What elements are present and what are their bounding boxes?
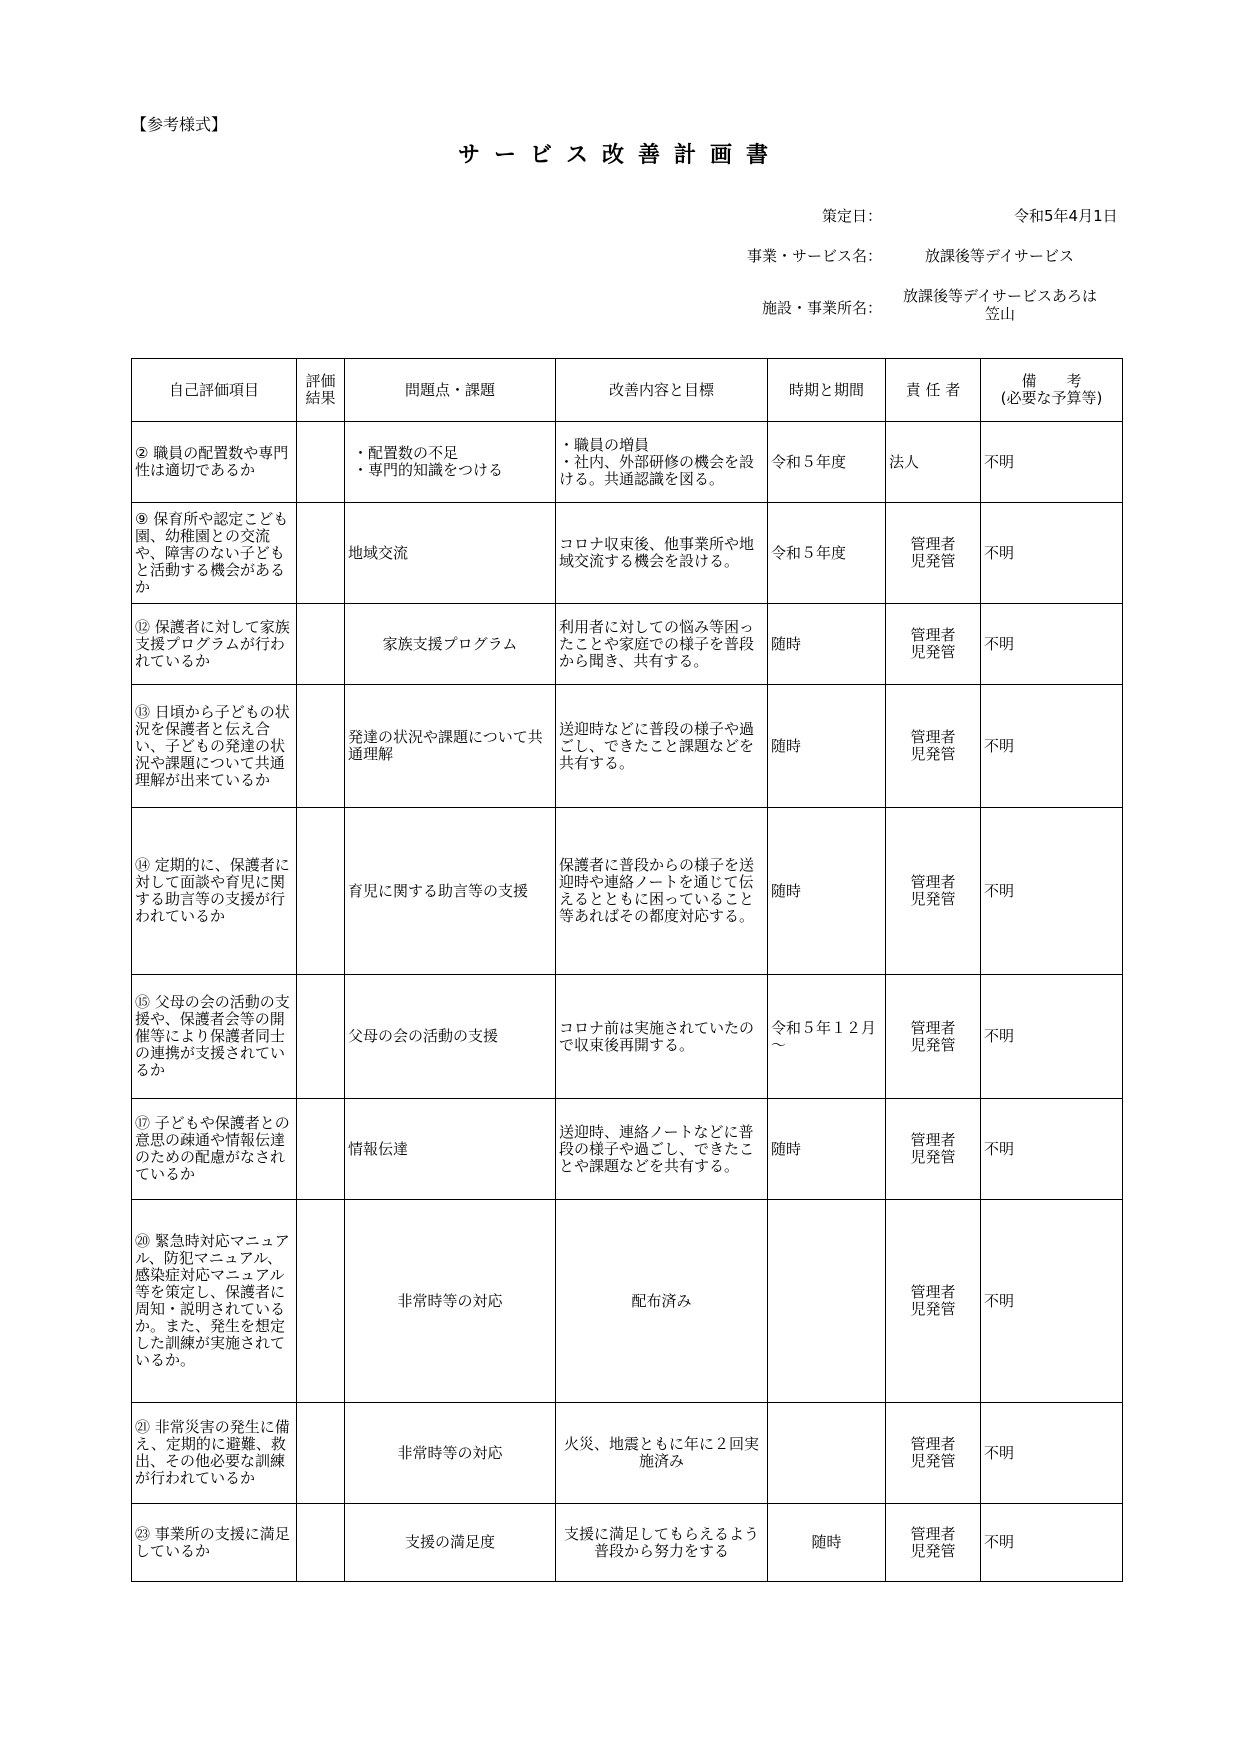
service-value: 放課後等デイサービス — [925, 247, 1074, 265]
cell-responsible: 管理者 児発管 — [886, 503, 981, 604]
cell-plan: 送迎時などに普段の様子や過ごし、できたこと課題などを共有する。 — [556, 685, 768, 808]
cell-period: 令和５年度 — [768, 422, 886, 503]
table-row — [132, 1099, 1123, 1200]
cell-item: ⑭ 定期的に、保護者に対して面談や育児に関する助言等の支援が行われているか — [132, 808, 297, 975]
cell-remarks: 不明 — [981, 975, 1123, 1099]
table-row — [132, 808, 1123, 975]
header-result: 評価 結果 — [297, 359, 345, 422]
cell-responsible: 管理者 児発管 — [886, 685, 981, 808]
cell-remarks: 不明 — [981, 808, 1123, 975]
service-label: 事業・サービス名： — [746, 247, 882, 265]
cell-period — [768, 1403, 886, 1504]
header-plan: 改善内容と目標 — [556, 359, 768, 422]
cell-item: ② 職員の配置数や専門性は適切であるか — [132, 422, 297, 503]
cell-period: 随時 — [768, 685, 886, 808]
cell-remarks: 不明 — [981, 422, 1123, 503]
table-row — [132, 1504, 1123, 1582]
cell-result — [297, 604, 345, 685]
date-value: 令和5年4月1日 — [1014, 207, 1118, 225]
header-responsible: 責 任 者 — [886, 359, 981, 422]
cell-responsible: 管理者 児発管 — [886, 604, 981, 685]
cell-item: ⑨ 保育所や認定こども園、幼稚園との交流や、障害のない子どもと活動する機会があるか — [132, 503, 297, 604]
cell-result — [297, 422, 345, 503]
header-period: 時期と期間 — [768, 359, 886, 422]
cell-result — [297, 685, 345, 808]
cell-plan: 支援に満足してもらえるよう普段から努力をする — [556, 1504, 768, 1582]
cell-item: ⑰ 子どもや保護者との意思の疎通や情報伝達のための配慮がなされているか — [132, 1099, 297, 1200]
cell-period: 令和５年度 — [768, 503, 886, 604]
header-item: 自己評価項目 — [132, 359, 297, 422]
improvement-plan-table — [131, 358, 1123, 1582]
cell-responsible: 管理者 児発管 — [886, 975, 981, 1099]
cell-responsible: 管理者 児発管 — [886, 1504, 981, 1582]
cell-issue: 非常時等の対応 — [345, 1403, 556, 1504]
table-row — [132, 685, 1123, 808]
cell-issue: 育児に関する助言等の支援 — [345, 808, 556, 975]
cell-item: ⑬ 日頃から子どもの状況を保護者と伝え合い、子どもの発達の状況や課題について共通理解が出来ているか — [132, 685, 297, 808]
cell-result — [297, 808, 345, 975]
cell-plan: 送迎時、連絡ノートなどに普段の様子や過ごし、できたことや課題などを共有する。 — [556, 1099, 768, 1200]
cell-responsible: 管理者 児発管 — [886, 1099, 981, 1200]
cell-item: ⑫ 保護者に対して家族支援プログラムが行われているか — [132, 604, 297, 685]
page-title: サービス改善計画書 — [457, 143, 782, 168]
cell-remarks: 不明 — [981, 604, 1123, 685]
cell-issue: 支援の満足度 — [345, 1504, 556, 1582]
cell-remarks: 不明 — [981, 1099, 1123, 1200]
facility-label: 施設・事業所名： — [761, 299, 882, 317]
header-issue: 問題点・課題 — [345, 359, 556, 422]
cell-item: ⑳ 緊急時対応マニュアル、防犯マニュアル、感染症対応マニュアル等を策定し、保護者に周知・説明されているか。また、発生を想定した訓練が実施されているか。 — [132, 1200, 297, 1403]
cell-plan: 利用者に対しての悩み等困ったことや家庭での様子を普段から聞き、共有する。 — [556, 604, 768, 685]
cell-plan: コロナ収束後、他事業所や地域交流する機会を設ける。 — [556, 503, 768, 604]
cell-remarks: 不明 — [981, 1200, 1123, 1403]
table-row — [132, 503, 1123, 604]
cell-item: ㉓ 事業所の支援に満足しているか — [132, 1504, 297, 1582]
cell-remarks: 不明 — [981, 1403, 1123, 1504]
header-remarks: 備 考 (必要な予算等) — [981, 359, 1123, 422]
facility-value: 放課後等デイサービスあろは 笠山 — [903, 287, 1097, 323]
cell-responsible: 管理者 児発管 — [886, 1403, 981, 1504]
table-row — [132, 1200, 1123, 1403]
cell-issue: 家族支援プログラム — [345, 604, 556, 685]
cell-result — [297, 1403, 345, 1504]
cell-responsible: 管理者 児発管 — [886, 808, 981, 975]
cell-plan: コロナ前は実施されていたので収束後再開する。 — [556, 975, 768, 1099]
cell-issue: 地域交流 — [345, 503, 556, 604]
cell-period: 随時 — [768, 808, 886, 975]
cell-issue: 発達の状況や課題について共通理解 — [345, 685, 556, 808]
cell-issue: 非常時等の対応 — [345, 1200, 556, 1403]
cell-plan: 保護者に普段からの様子を送迎時や連絡ノートを通じて伝えるとともに困っていること等あればその都度対応する。 — [556, 808, 768, 975]
cell-plan: 火災、地震ともに年に２回実施済み — [556, 1403, 768, 1504]
table-row — [132, 604, 1123, 685]
table-header-row — [132, 359, 1123, 422]
cell-result — [297, 1200, 345, 1403]
cell-result — [297, 1504, 345, 1582]
cell-period: 随時 — [768, 604, 886, 685]
cell-item: ㉑ 非常災害の発生に備え、定期的に避難、救出、その他必要な訓練が行われているか — [132, 1403, 297, 1504]
cell-plan: 配布済み — [556, 1200, 768, 1403]
cell-responsible: 管理者 児発管 — [886, 1200, 981, 1403]
cell-period: 令和５年１２月～ — [768, 975, 886, 1099]
cell-responsible: 法人 — [886, 422, 981, 503]
table-row — [132, 1403, 1123, 1504]
cell-period: 随時 — [768, 1099, 886, 1200]
cell-result — [297, 1099, 345, 1200]
cell-period — [768, 1200, 886, 1403]
cell-issue: ・配置数の不足 ・専門的知識をつける — [345, 422, 556, 503]
cell-period: 随時 — [768, 1504, 886, 1582]
cell-plan: ・職員の増員 ・社内、外部研修の機会を設ける。共通認識を図る。 — [556, 422, 768, 503]
reference-label: 【参考様式】 — [131, 115, 228, 134]
cell-result — [297, 975, 345, 1099]
cell-issue: 父母の会の活動の支援 — [345, 975, 556, 1099]
cell-issue: 情報伝達 — [345, 1099, 556, 1200]
date-label: 策定日： — [821, 207, 882, 225]
cell-result — [297, 503, 345, 604]
cell-item: ⑮ 父母の会の活動の支援や、保護者会等の開催等により保護者同士の連携が支援されているか — [132, 975, 297, 1099]
table-row — [132, 975, 1123, 1099]
cell-remarks: 不明 — [981, 503, 1123, 604]
cell-remarks: 不明 — [981, 685, 1123, 808]
cell-remarks: 不明 — [981, 1504, 1123, 1582]
table-row — [132, 422, 1123, 503]
